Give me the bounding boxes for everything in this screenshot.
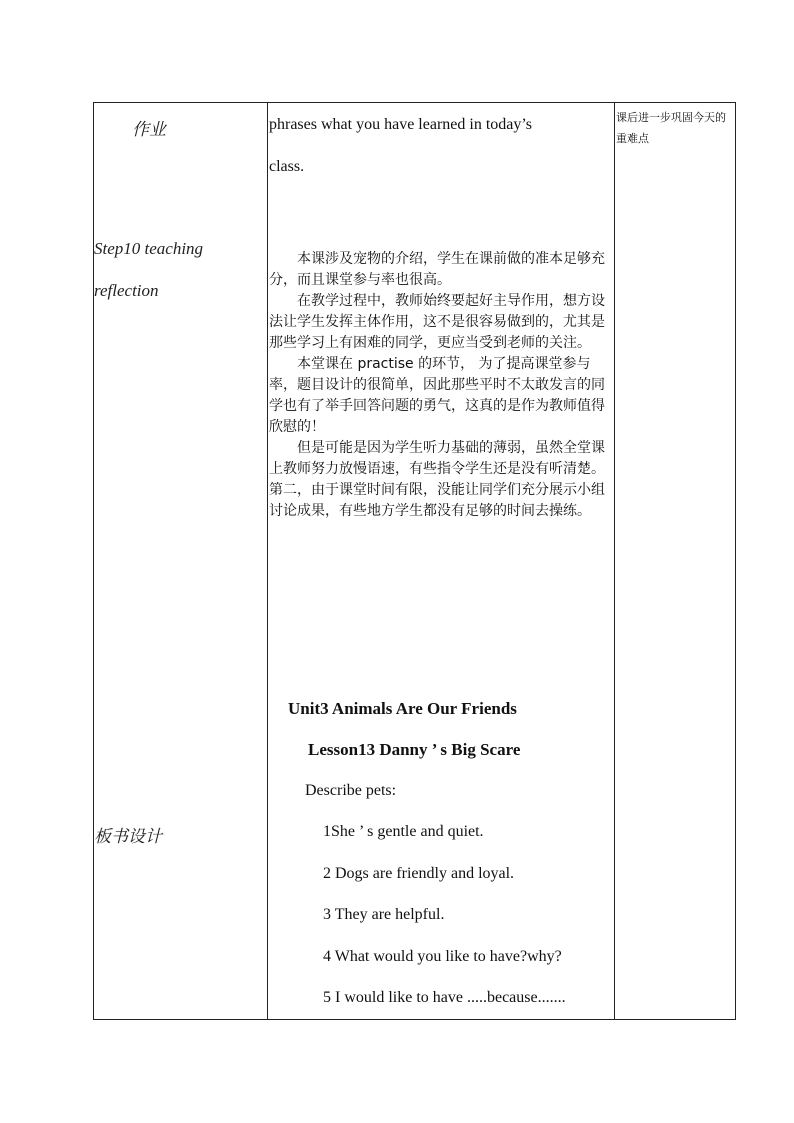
homework-text-line1: phrases what you have learned in today’s xyxy=(269,116,533,133)
lesson-table xyxy=(93,102,736,1020)
board-item-4: 4 What would you like to have?why? xyxy=(323,948,562,965)
homework-text-line2: class. xyxy=(269,158,305,175)
board-item-1: 1She ’ s gentle and quiet. xyxy=(323,823,484,840)
board-describe: Describe pets: xyxy=(305,782,397,799)
reflection-paragraph-4: 但是可能是因为学生听力基础的薄弱，虽然全堂课上教师努力放慢语速，有些指令学生还是没有听清楚。第二，由于课堂时间有限，没能让同学们充分展示小组讨论成果，有些地方学生都没有足够的时间去操练。 xyxy=(269,440,605,519)
board-design-label: 板书设计 xyxy=(94,827,162,846)
reflection-paragraph-2: 在教学过程中，教师始终要起好主导作用，想方设法让学生发挥主体作用，这不是很容易做到的，尤其是那些学习上有困难的同学，更应当受到老师的关注。 xyxy=(269,293,605,351)
teaching-reflection xyxy=(269,249,614,522)
board-item-2: 2 Dogs are friendly and loyal. xyxy=(323,865,515,882)
reflection-paragraph-3: 本堂课在 practise 的环节， 为了提高课堂参与率，题目设计的很简单，因此那些平时不太敢发言的同学也有了举手回答问题的勇气，这真的是作为教师值得欣慰的！ xyxy=(269,356,605,435)
board-lesson-title: Lesson13 Danny ’ s Big Scare xyxy=(308,740,521,759)
step10-label-line1: Step10 teaching xyxy=(94,239,204,258)
column-divider-1 xyxy=(267,103,268,1019)
board-item-5: 5 I would like to have .....because....... xyxy=(323,989,566,1006)
board-item-3: 3 They are helpful. xyxy=(323,906,445,923)
board-unit-title: Unit3 Animals Are Our Friends xyxy=(288,699,517,718)
homework-label: 作业 xyxy=(132,120,166,139)
reflection-paragraph-1: 本课涉及宠物的介绍，学生在课前做的准本足够充分，而且课堂参与率也很高。 xyxy=(269,251,605,288)
followup-note: 课后进一步巩固今天的重难点 xyxy=(616,111,726,145)
step10-label-line2: reflection xyxy=(94,281,159,300)
column-divider-2 xyxy=(614,103,615,1019)
